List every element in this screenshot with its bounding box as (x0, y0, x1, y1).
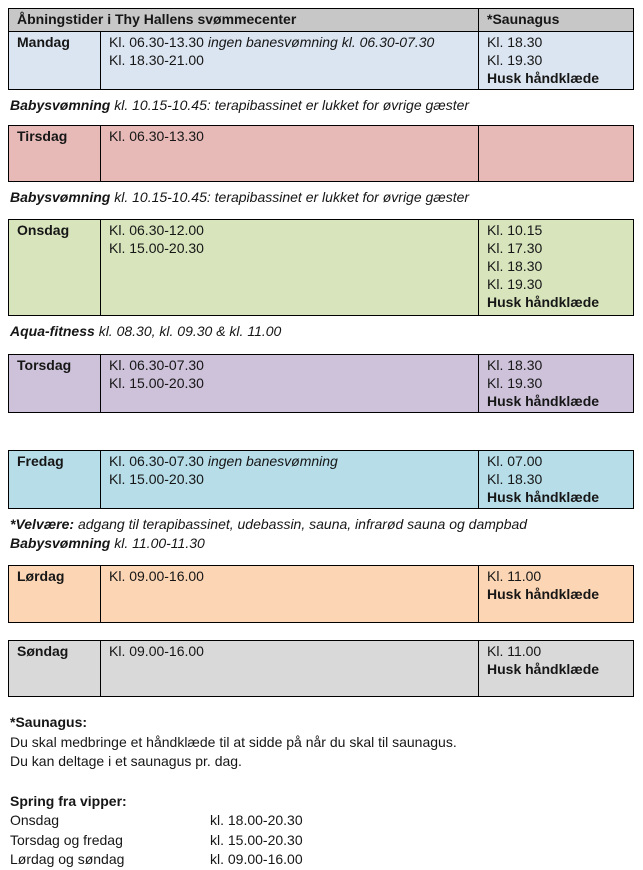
text-segment: Husk håndklæde (487, 393, 600, 409)
schedule-table-soendag (8, 640, 634, 697)
day-name-soendag: Søndag (9, 641, 101, 697)
day-name-onsdag: Onsdag (9, 220, 101, 316)
text-segment: Kl. 17.30 (487, 240, 543, 256)
schedule-table-fredag (8, 450, 634, 509)
text-segment: Kl. 09.00-16.00 (109, 643, 204, 659)
vipper-time: kl. 09.00-16.00 (210, 851, 303, 867)
opening-hours-soendag (101, 641, 479, 697)
saunagus-heading: *Saunagus: (10, 714, 88, 730)
text-segment: Husk håndklæde (487, 489, 600, 505)
day-row-fredag (9, 451, 634, 509)
vipper-row (10, 811, 633, 831)
opening-hours-line (109, 127, 470, 145)
text-segment: Kl. 06.30-13.30 (109, 34, 208, 50)
activity-note-fredag (10, 534, 633, 553)
text-segment: *Velvære: (10, 516, 78, 532)
text-segment: Kl. 07.00 (487, 453, 543, 469)
saunagus-times-onsdag (479, 220, 634, 316)
text-segment: Kl. 19.30 (487, 276, 543, 292)
saunagus-time-line (487, 51, 625, 69)
text-segment: Babysvømning (10, 97, 115, 113)
day-name-loerdag: Lørdag (9, 566, 101, 623)
text-segment: Kl. 18.30-21.00 (109, 52, 204, 68)
saunagus-time-line (487, 275, 625, 293)
text-segment: Kl. 18.30 (487, 357, 543, 373)
text-segment: Kl. 06.30-13.30 (109, 128, 204, 144)
saunagus-times-tirsdag (479, 126, 634, 182)
vipper-row (10, 850, 633, 870)
activity-note-onsdag (10, 322, 633, 341)
day-name-mandag: Mandag (9, 32, 101, 90)
day-row-onsdag (9, 220, 634, 316)
saunagus-time-line (487, 660, 625, 678)
saunagus-time-line (487, 488, 625, 506)
text-segment: Kl. 10.15 (487, 222, 543, 238)
saunagus-time-line (487, 392, 625, 410)
day-row-torsdag (9, 355, 634, 413)
schedule-table-tirsdag (8, 125, 634, 182)
opening-hours-mandag (101, 32, 479, 90)
opening-hours-line (109, 51, 470, 69)
activity-note-mandag (10, 96, 633, 115)
text-segment: Kl. 15.00-20.30 (109, 471, 204, 487)
saunagus-times-loerdag (479, 566, 634, 623)
saunagus-description-line: Du kan deltage i et saunagus pr. dag. (10, 753, 242, 769)
vipper-row (10, 831, 633, 851)
schedule-table-torsdag (8, 354, 634, 413)
text-segment: ingen banesvømning kl. 06.30-07.30 (207, 34, 435, 50)
opening-hours-line (109, 221, 470, 239)
opening-hours-loerdag (101, 566, 479, 623)
opening-hours-line (109, 356, 470, 374)
schedule-table-mandag (8, 8, 634, 90)
opening-hours-line (109, 239, 470, 257)
text-segment: Babysvømning (10, 189, 115, 205)
saunagus-time-line (487, 69, 625, 87)
schedule-table-onsdag (8, 219, 634, 316)
text-segment: Husk håndklæde (487, 294, 600, 310)
activity-note-fredag (10, 515, 633, 534)
day-name-fredag: Fredag (9, 451, 101, 509)
text-segment: Kl. 15.00-20.30 (109, 240, 204, 256)
opening-hours-line (109, 452, 470, 470)
text-segment: Kl. 15.00-20.30 (109, 375, 204, 391)
opening-hours-fredag (101, 451, 479, 509)
saunagus-time-line (487, 239, 625, 257)
saunagus-time-line (487, 567, 625, 585)
saunagus-time-line (487, 452, 625, 470)
opening-hours-line (109, 567, 470, 585)
opening-hours-line (109, 33, 470, 51)
text-segment: kl. 10.15-10.45: terapibassinet er lukket for øvrige gæster (114, 97, 470, 113)
saunagus-time-line (487, 585, 625, 603)
vipper-time: kl. 15.00-20.30 (210, 831, 303, 848)
text-segment: Husk håndklæde (487, 70, 600, 86)
text-segment: Kl. 06.30-07.30 (109, 453, 208, 469)
day-row-loerdag (9, 566, 634, 623)
schedule-table-loerdag (8, 565, 634, 623)
opening-hours-line (109, 470, 470, 488)
text-segment: Husk håndklæde (487, 661, 600, 677)
day-name-torsdag: Torsdag (9, 355, 101, 413)
opening-hours-tirsdag (101, 126, 479, 182)
saunagus-time-line (487, 356, 625, 374)
saunagus-time-line (487, 221, 625, 239)
text-segment: Kl. 11.00 (487, 643, 542, 659)
text-segment: adgang til terapibassinet, udebassin, sauna, infrarød sauna og dampbad (77, 516, 528, 532)
footer-notes (10, 713, 633, 870)
opening-hours-onsdag (101, 220, 479, 316)
text-segment: Kl. 18.30 (487, 258, 543, 274)
saunagus-times-soendag (479, 641, 634, 697)
schedule-title: Åbningstider i Thy Hallens svømmecenter (9, 9, 479, 32)
text-segment: Babysvømning (10, 535, 115, 551)
text-segment: Kl. 11.00 (487, 568, 542, 584)
opening-hours-line (109, 374, 470, 392)
text-segment: Kl. 18.30 (487, 34, 543, 50)
saunagus-time-line (487, 257, 625, 275)
saunagus-times-fredag (479, 451, 634, 509)
saunagus-time-line (487, 470, 625, 488)
text-segment: ingen banesvømning (207, 453, 338, 469)
vipper-days: Onsdag (10, 812, 60, 828)
opening-hours-line (109, 642, 470, 660)
vipper-time: kl. 18.00-20.30 (210, 812, 303, 828)
text-segment: Kl. 09.00-16.00 (109, 568, 204, 584)
day-row-tirsdag (9, 126, 634, 182)
text-segment: Kl. 06.30-07.30 (109, 357, 204, 373)
day-schedule-tables (8, 8, 633, 697)
saunagus-description (10, 733, 633, 772)
vipper-days: Lørdag og søndag (10, 851, 125, 867)
text-segment: Kl. 06.30-12.00 (109, 222, 204, 238)
saunagus-time-line (487, 33, 625, 51)
text-segment: Husk håndklæde (487, 586, 600, 602)
saunagus-times-torsdag (479, 355, 634, 413)
opening-hours-torsdag (101, 355, 479, 413)
saunagus-time-line (487, 642, 625, 660)
text-segment: Aqua-fitness (10, 323, 99, 339)
activity-note-tirsdag (10, 188, 633, 207)
day-row-mandag (9, 32, 634, 90)
saunagus-column-header: *Saunagus (479, 9, 634, 32)
text-segment: Kl. 19.30 (487, 375, 543, 391)
day-name-tirsdag: Tirsdag (9, 126, 101, 182)
saunagus-time-line (487, 293, 625, 311)
text-segment: Kl. 18.30 (487, 471, 543, 487)
table-header-row (9, 9, 634, 32)
day-row-soendag (9, 641, 634, 697)
text-segment: kl. 11.00-11.30 (114, 535, 205, 551)
vipper-schedule (10, 811, 633, 870)
text-segment: kl. 10.15-10.45: terapibassinet er lukket for øvrige gæster (114, 189, 470, 205)
saunagus-time-line (487, 374, 625, 392)
saunagus-times-mandag (479, 32, 634, 90)
saunagus-description-line: Du skal medbringe et håndklæde til at sidde på når du skal til saunagus. (10, 733, 457, 750)
text-segment: kl. 08.30, kl. 09.30 & kl. 11.00 (98, 323, 282, 339)
text-segment: Kl. 19.30 (487, 52, 543, 68)
vipper-days: Torsdag og fredag (10, 831, 123, 848)
vipper-heading: Spring fra vipper: (10, 792, 127, 809)
